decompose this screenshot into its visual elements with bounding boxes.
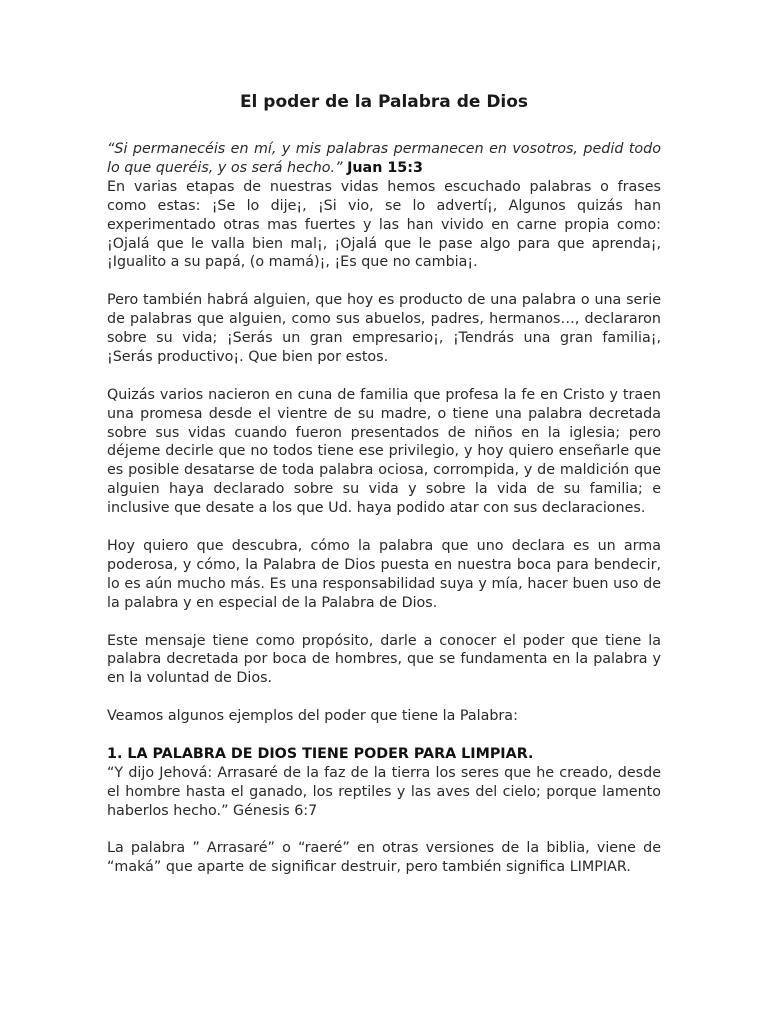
section-1-body: La palabra ” Arrasaré” o “raeré” en otras versiones de la biblia, viene de “maká” que aparte de significar destruir, pero también significa LIMPIAR.	[107, 840, 661, 876]
epigraph	[107, 140, 661, 178]
paragraph-6: Veamos algunos ejemplos del poder que tiene la Palabra:	[107, 708, 518, 725]
document-title: El poder de la Palabra de Dios	[239, 92, 529, 112]
paragraph-spacer	[107, 726, 661, 745]
paragraph-2: Pero también habrá alguien, que hoy es producto de una palabra o una serie de palabras que alguien, como sus abuelos, padres, hermanos…, declararon sobre su vida; ¡Serás un gran empresario¡, ¡Tendrás una gran familia¡, ¡Serás productivo¡. Que bien por estos.	[107, 292, 661, 365]
paragraph-3: Quizás varios nacieron en cuna de familia que profesa la fe en Cristo y traen una promesa desde el vientre de su madre, o tiene una palabra decretada sobre sus vidas cuando fueron presentados de niños en la iglesia; pero déjeme decirle que no todos tiene ese privilegio, y hoy quiero enseñarle que es posible desatarse de toda palabra ociosa, corrompida, y de maldición que alguien haya declarado sobre su vida y sobre la vida de su familia; e inclusive que desate a los que Ud. haya podido atar con sus declaraciones.	[107, 386, 661, 517]
paragraph-5: Este mensaje tiene como propósito, darle a conocer el poder que tiene la palabra decretada por boca de hombres, que se fundamenta en la palabra y en la voluntad de Dios.	[107, 632, 661, 687]
paragraph-spacer	[107, 688, 661, 707]
paragraph-spacer	[107, 272, 661, 291]
document-page	[107, 90, 661, 877]
section-1-heading: 1. LA PALABRA DE DIOS TIENE PODER PARA LIMPIAR.	[107, 745, 534, 762]
paragraph-spacer	[107, 613, 661, 632]
section-1-quote: “Y dijo Jehová: Arrasaré de la faz de la tierra los seres que he creado, desde el hombre hasta el ganado, los reptiles y las aves del cielo; porque lamento haberlos hecho.” Génesis 6:7	[107, 764, 661, 819]
epigraph-reference: Juan 15:3	[347, 159, 423, 176]
paragraph-1: En varias etapas de nuestras vidas hemos escuchado palabras o frases como estas: ¡Se lo dije¡, ¡Si vio, se lo advertí¡, Algunos quizás han experimentado otras mas fuertes y las han vivido en carne propia como: ¡Ojalá que le valla bien mal¡, ¡Ojalá que le pase algo para que aprenda¡, ¡Igualito a su papá, (o mamá)¡, ¡Es que no cambia¡.	[107, 178, 661, 271]
paragraph-spacer	[107, 518, 661, 537]
epigraph-text: “Si permanecéis en mí, y mis palabras permanecen en vosotros, pedid todo lo que queréis, y os será hecho.”	[107, 141, 661, 176]
paragraph-spacer	[107, 367, 661, 386]
paragraph-4: Hoy quiero que descubra, cómo la palabra que uno declara es un arma poderosa, y cómo, la Palabra de Dios puesta en nuestra boca para bendecir, lo es aún mucho más. Es una responsabilidad suya y mía, hacer buen uso de la palabra y en especial de la Palabra de Dios.	[107, 537, 661, 611]
paragraph-spacer	[107, 821, 661, 840]
